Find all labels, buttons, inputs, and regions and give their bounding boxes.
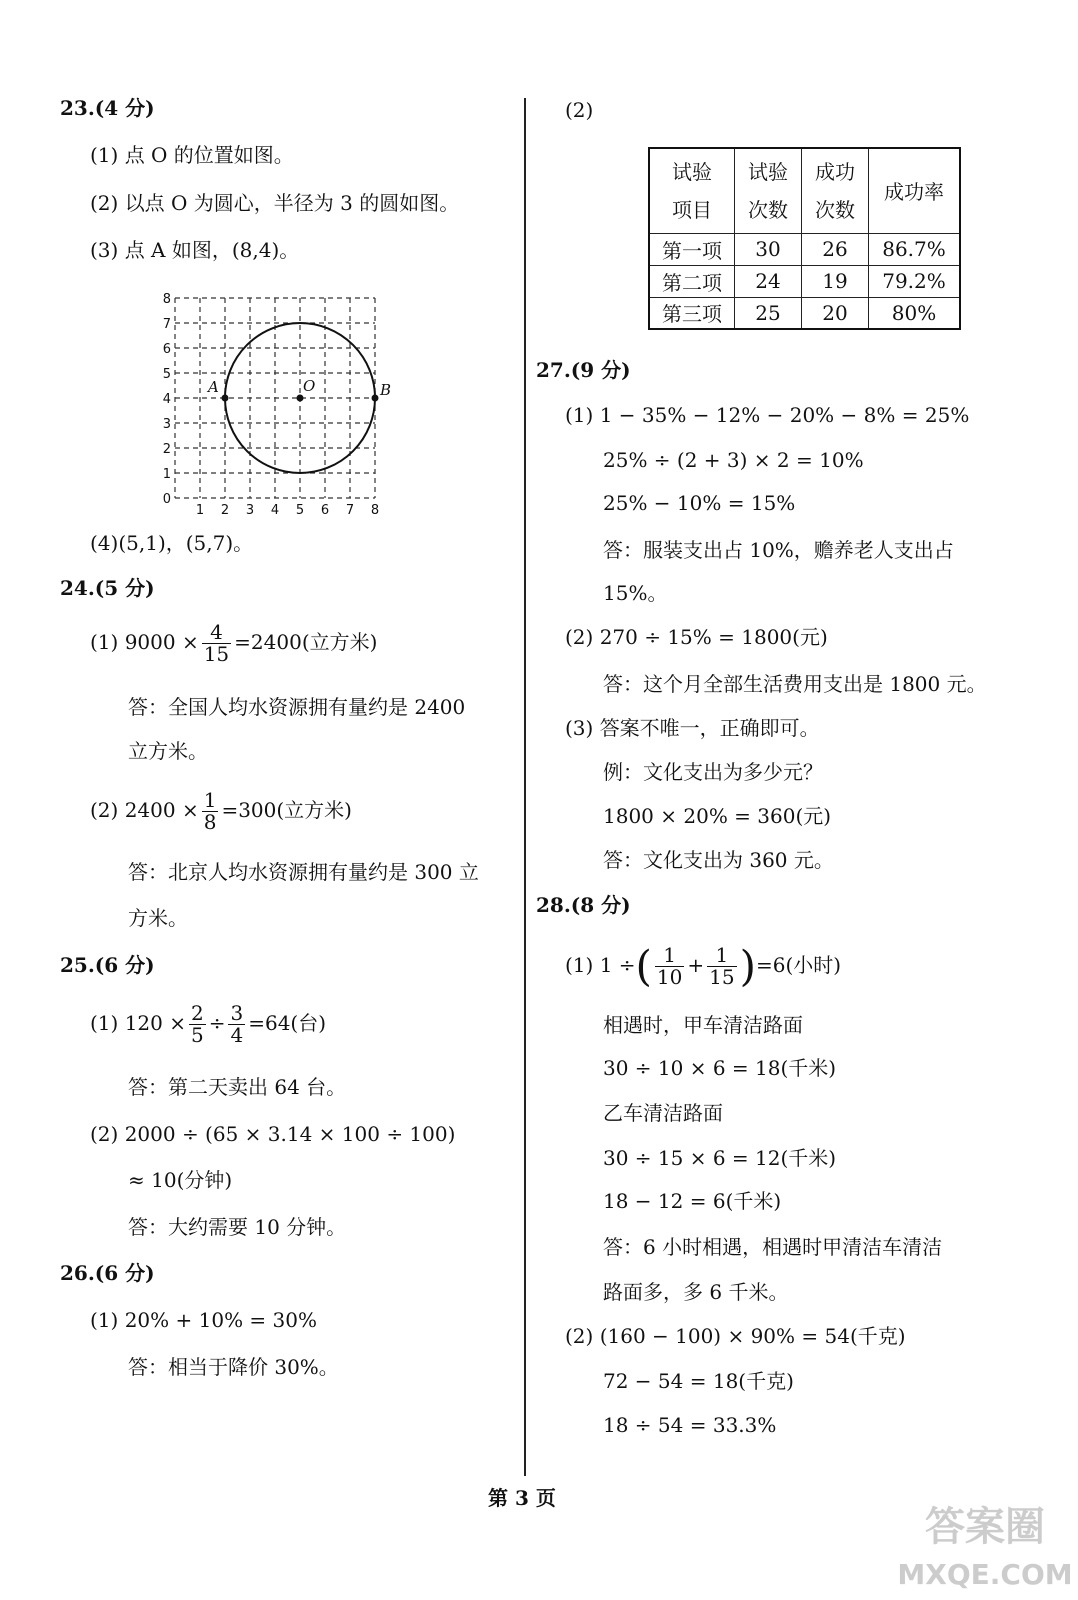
header-count-top: 试验 bbox=[748, 159, 788, 184]
q28-line-4: 乙车清洁路面 bbox=[603, 1101, 723, 1125]
q28-line-6: 18 − 12 = 6(千米) bbox=[603, 1189, 782, 1213]
x-tick: 3 bbox=[245, 503, 255, 518]
q26-answer-1: 答：相当于降价 30%。 bbox=[128, 1355, 339, 1379]
experiment-table bbox=[648, 147, 961, 330]
point-b bbox=[372, 395, 379, 402]
x-tick: 8 bbox=[370, 503, 380, 518]
q23-heading: 23.(4 分) bbox=[60, 96, 155, 120]
q27-answer-3: 答：文化支出为 360 元。 bbox=[603, 848, 834, 872]
header-item-bottom: 项目 bbox=[672, 197, 712, 222]
table-cell: 19 bbox=[802, 265, 869, 297]
q27-line-3: 25% − 10% = 15% bbox=[603, 491, 796, 515]
point-a bbox=[222, 395, 229, 402]
q27-line-4: (2) 270 ÷ 15% = 1800(元) bbox=[565, 625, 828, 649]
q25-formula-3: ≈ 10(分钟) bbox=[128, 1168, 233, 1192]
x-tick: 1 bbox=[195, 503, 205, 518]
table-cell: 第一项 bbox=[649, 233, 735, 265]
y-tick: 5 bbox=[162, 367, 171, 382]
q28-line-2: 相遇时，甲车清洁路面 bbox=[603, 1013, 803, 1037]
x-tick: 6 bbox=[320, 503, 330, 518]
watermark-logo bbox=[895, 1488, 1075, 1598]
header-success-top: 成功 bbox=[815, 159, 855, 184]
q23-line-4: (4)(5,1)，(5,7)。 bbox=[90, 531, 254, 555]
watermark-title: 答案圈 bbox=[925, 1504, 1045, 1550]
table-cell: 80% bbox=[869, 297, 961, 329]
header-success-bottom: 次数 bbox=[815, 197, 855, 222]
q26-formula-1: (1) 20% + 10% = 30% bbox=[90, 1308, 317, 1332]
q28-answer-1b: 路面多，多 6 千米。 bbox=[603, 1280, 789, 1304]
q27-line-7: 1800 × 20% = 360(元) bbox=[603, 804, 832, 828]
q25-answer-2: 答：大约需要 10 分钟。 bbox=[128, 1215, 347, 1239]
table-cell: 26 bbox=[802, 233, 869, 265]
q24-formula-2: (2) 2400 × $\frac{1}{8}$ =300(立方米) bbox=[90, 788, 352, 834]
q23-line-1: (1) 点 O 的位置如图。 bbox=[90, 143, 294, 167]
q28-line-7: (2) (160 − 100) × 90% = 54(千克) bbox=[565, 1324, 906, 1348]
header-item-top: 试验 bbox=[672, 159, 712, 184]
table-cell: 25 bbox=[735, 297, 802, 329]
table-header-row bbox=[649, 148, 960, 233]
q25-answer-1: 答：第二天卖出 64 台。 bbox=[128, 1075, 347, 1099]
y-tick: 8 bbox=[162, 292, 171, 307]
table-cell: 79.2% bbox=[869, 265, 961, 297]
table-header-cell: 成功率 bbox=[869, 148, 961, 233]
q24-answer-2a: 答：北京人均水资源拥有量约是 300 立 bbox=[128, 860, 479, 884]
q24-answer-1a: 答：全国人均水资源拥有量约是 2400 bbox=[128, 695, 466, 719]
table-cell: 第三项 bbox=[649, 297, 735, 329]
y-tick: 7 bbox=[162, 317, 171, 332]
q25-formula-1: (1) 120 × $\frac{2}{5}$ ÷ $\frac{3}{4}$ =64(台) bbox=[90, 1001, 327, 1047]
watermark-url: MXQE.COM bbox=[897, 1558, 1073, 1591]
q27-heading: 27.(9 分) bbox=[536, 358, 631, 382]
y-tick: 0 bbox=[162, 492, 171, 507]
table-cell: 第二项 bbox=[649, 265, 735, 297]
table-header-cell bbox=[649, 148, 735, 233]
q28-formula-1: (1) 1 ÷( $\frac{1}{10}$ + $\frac{1}{15}$ )=6(小时) bbox=[565, 941, 842, 991]
q23-line-3: (3) 点 A 如图，(8,4)。 bbox=[90, 238, 300, 262]
coordinate-grid bbox=[150, 286, 400, 526]
q28-heading: 28.(8 分) bbox=[536, 893, 631, 917]
q27-line-1: (1) 1 − 35% − 12% − 20% − 8% = 25% bbox=[565, 403, 970, 427]
q27-answer-2: 答：这个月全部生活费用支出是 1800 元。 bbox=[603, 672, 987, 696]
table-row bbox=[649, 233, 960, 265]
q28-answer-1a: 答：6 小时相遇，相遇时甲清洁车清洁 bbox=[603, 1235, 943, 1259]
page-number: 第 3 页 bbox=[488, 1486, 556, 1510]
y-tick: 6 bbox=[162, 342, 171, 357]
q26-heading: 26.(6 分) bbox=[60, 1261, 155, 1285]
q23-line-2: (2) 以点 O 为圆心，半径为 3 的圆如图。 bbox=[90, 191, 460, 215]
q25-formula-2: (2) 2000 ÷ (65 × 3.14 × 100 ÷ 100) bbox=[90, 1122, 456, 1146]
q25-heading: 25.(6 分) bbox=[60, 953, 155, 977]
q28-line-5: 30 ÷ 15 × 6 = 12(千米) bbox=[603, 1146, 837, 1170]
y-tick: 1 bbox=[162, 467, 171, 482]
label-a: A bbox=[208, 378, 219, 396]
q27-answer-1a: 答：服装支出占 10%，赡养老人支出占 bbox=[603, 538, 954, 562]
q27-answer-1b: 15%。 bbox=[603, 581, 668, 605]
table-cell: 24 bbox=[735, 265, 802, 297]
table-cell: 86.7% bbox=[869, 233, 961, 265]
table-header-cell bbox=[735, 148, 802, 233]
q27-line-6: 例：文化支出为多少元？ bbox=[603, 760, 823, 784]
table-row bbox=[649, 297, 960, 329]
q24-heading: 24.(5 分) bbox=[60, 576, 155, 600]
table-row bbox=[649, 265, 960, 297]
header-count-bottom: 次数 bbox=[748, 197, 788, 222]
table-cell: 30 bbox=[735, 233, 802, 265]
q24-answer-2b: 方米。 bbox=[128, 906, 188, 930]
q27-line-2: 25% ÷ (2 + 3) × 2 = 10% bbox=[603, 448, 864, 472]
q27-line-5: (3) 答案不唯一，正确即可。 bbox=[565, 716, 820, 740]
x-tick: 5 bbox=[295, 503, 305, 518]
table-header-cell bbox=[802, 148, 869, 233]
x-tick: 4 bbox=[270, 503, 280, 518]
q28-line-8: 72 − 54 = 18(千克) bbox=[603, 1369, 794, 1393]
q26-part-2-label: (2) bbox=[565, 98, 594, 122]
y-tick: 3 bbox=[162, 417, 171, 432]
q24-formula-1: (1) 9000 × $\frac{4}{15}$ =2400(立方米) bbox=[90, 620, 378, 666]
table-cell: 20 bbox=[802, 297, 869, 329]
q28-line-3: 30 ÷ 10 × 6 = 18(千米) bbox=[603, 1056, 837, 1080]
label-b: B bbox=[380, 381, 392, 399]
q24-answer-1b: 立方米。 bbox=[128, 739, 208, 763]
q28-line-9: 18 ÷ 54 = 33.3% bbox=[603, 1413, 777, 1437]
y-tick: 2 bbox=[162, 442, 171, 457]
label-o: O bbox=[303, 377, 316, 395]
x-tick: 7 bbox=[345, 503, 355, 518]
point-o bbox=[297, 395, 304, 402]
y-tick: 4 bbox=[162, 392, 171, 407]
x-tick: 2 bbox=[220, 503, 230, 518]
column-divider bbox=[524, 98, 526, 1476]
